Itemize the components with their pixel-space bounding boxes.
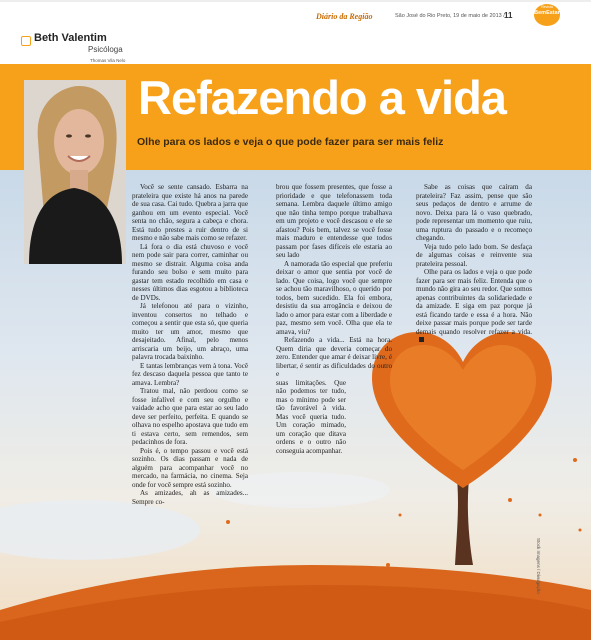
column-marker-icon xyxy=(21,36,31,46)
section-logo-prefix: Revista xyxy=(541,5,553,9)
article-subhead: Olhe para os lados e veja o que pode fazer para ser mais feliz xyxy=(137,136,444,148)
end-of-article-icon xyxy=(419,337,424,342)
paragraph: Veja tudo pelo lado bom. Se desfaça de algumas coisas e reinvente sua prateleira pessoal. xyxy=(416,242,532,268)
page-header xyxy=(0,0,591,62)
paragraph: E tantas lembranças vem à tona. Você fez descaso daquela pessoa que tanto te amava. Lembra? xyxy=(132,361,248,387)
text-column-3 xyxy=(416,183,532,345)
paragraph: Lá fora o dia está chuvoso e você nem pode sair para correr, caminhar ou mesmo se distrair. Alguma coisa anda furando seu bolso e sem muito para gastar tem estado recolhido em casa e nesses últimos dias esgotou a biblioteca de DVDs. xyxy=(132,242,248,302)
header-rule xyxy=(0,0,591,2)
paragraph: Você se sente cansado. Esbarra na prateleira que existe há anos na parede de sua casa. Cai tudo. Quebra a jarra que ganhou em um evento especial. Você senta no chão, segura a cabeça e chora. Está tudo prestes a ruir dentro de si mesmo e não sabe mais como se refazer. xyxy=(132,183,248,242)
author-role: Psicóloga xyxy=(88,45,123,54)
author-name: Beth Valentim xyxy=(34,32,107,44)
paragraph: Já telefonou até para o vizinho, inventou consertos no telhado e começou a sentir que esta só, que queria muito ter um amor, mesmo que desajeitado. Afinal, pelo menos arriscaria um beijo, um abraço, uma palavra trocada baixinho. xyxy=(132,302,248,361)
paragraph: Sabe as coisas que caíram da prateleira? Faz assim, pense que são seus pedaços de dentro e arrume de novo. Deixa para lá o vaso quebrado, pode representar um momento que ruiu, uma ruptura do passado e o recomeço chegando. xyxy=(416,183,532,242)
paragraph: suas limitações. Que não podemos ter tudo, mas o mínimo pode ser tão favorável à vida. Mas você queria tudo. Um coração mimado, um coração que ditava ordens e o outro não conseguia acompanhar. xyxy=(276,378,346,455)
photo-credit: Thomas Vila Nelo xyxy=(90,58,126,63)
text-column-1 xyxy=(132,183,248,506)
image-credit: Stock Imagens / Divulgação xyxy=(536,538,541,594)
author-photo xyxy=(24,80,126,264)
section-logo xyxy=(534,4,560,26)
paragraph: As amizades, ah as amizades... Sempre co- xyxy=(132,489,248,506)
paragraph: Pois é, o tempo passou e você está sozinho. Os dias passam e nada de alguém para acompanhar você no mercado, na farmácia, no cinema. Seja onde for você sempre está sozinho. xyxy=(132,446,248,489)
text-column-2 xyxy=(276,183,392,455)
paragraph: A namorada tão especial que preferiu deixar o amor que sentia por você de lado. Que coisa, logo você que sempre se achou tão maravilhoso, o querido por todos, bem sucedido. Ela foi embora, desistiu da sua arrogância e deixou de lado o amor para estar com a liberdade e paz, mesmo sem você. Olha que ela te amava, viu? xyxy=(276,259,392,336)
article-headline: Refazendo a vida xyxy=(138,71,506,124)
section-logo-name: BemEstar xyxy=(534,10,560,16)
newspaper-name: Diário da Região xyxy=(316,12,373,21)
paragraph: Tratou mal, não perdoou como se fosse infalível e com seu orgulho e vaidade acho que para estar ao seu lado deve ser perfeito, perfeita. E quando se olhava no espelho apostava que tudo em ti estava certo, sem remendos, sem pedacinhos de fora. xyxy=(132,387,248,446)
paragraph: Refazendo a vida... Está na hora. Quem diria que deveria começar do zero. Entender que amar é deixar livre, é libertar, é sentir as dificuldades do outro e xyxy=(276,336,392,378)
paragraph: brou que fossem presentes, que fosse a prioridade e que telefonassem toda semana. Lembra daquele último amigo que não tinha tempo porque trabalhava em um projeto e você descasou e ele se afastou? Pois bem, talvez se você fosse mais maduro e entendesse que todos passam por fases difíceis ele estaria ao seu lado xyxy=(276,183,392,259)
paragraph xyxy=(416,268,532,345)
closing-paragraph-text: Olhe para os lados e veja o que pode fazer para ser mais feliz. Entenda que o mundo não gira ao seu redor. Que somos apenas contribuintes da solidariedade e da amizade. E siga em paz porque já está ficando tarde e essa é a hora. Não deixe passar mais porque pode ser tarde demais quando resolver refazer a vida. xyxy=(416,268,532,336)
edition-info: São José do Rio Preto, 19 de maio de 2013 / xyxy=(395,13,505,19)
page-number: 11 xyxy=(504,11,513,20)
